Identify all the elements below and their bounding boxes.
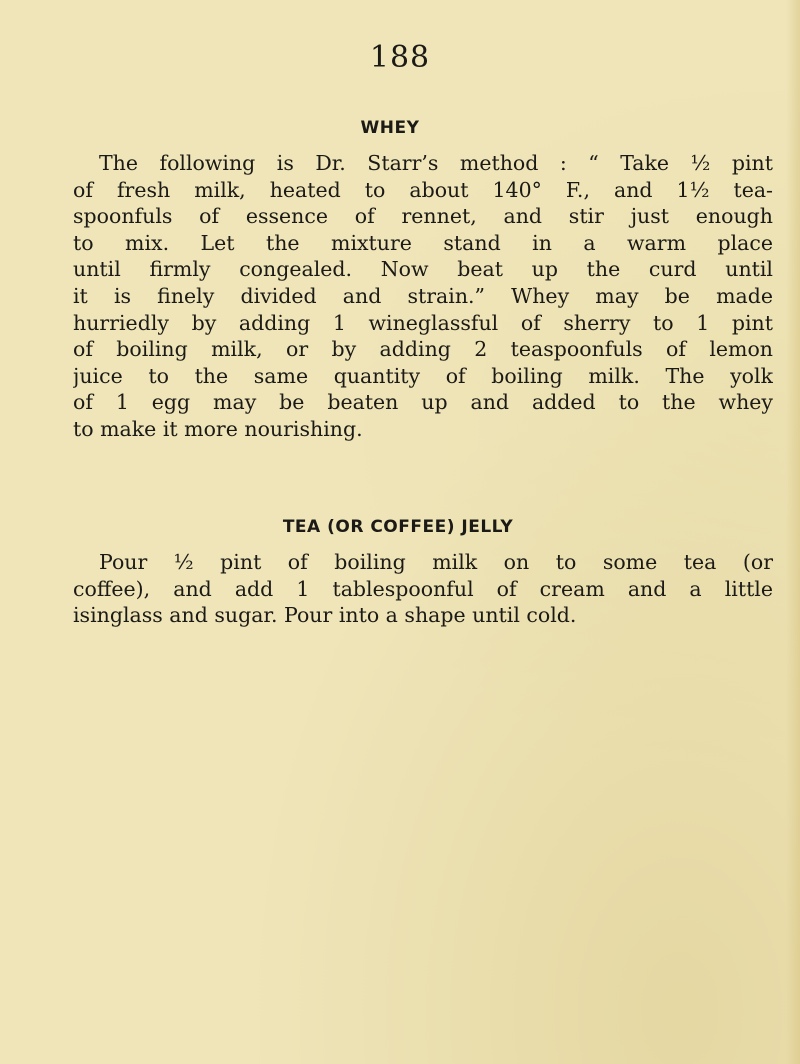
text-line: The following is Dr. Starr’s method : “ Take ½ pint bbox=[99, 151, 773, 175]
section-heading-whey: WHEY bbox=[360, 118, 420, 138]
text-line: isinglass and sugar. Pour into a shape until cold. bbox=[73, 603, 577, 628]
section-heading-tea-jelly: TEA (OR COFFEE) JELLY bbox=[282, 517, 514, 537]
text-line: Pour ½ pint of boiling milk on to some tea (or bbox=[99, 550, 773, 574]
text-line: to make it more nourishing. bbox=[73, 416, 363, 441]
text-line: of boiling milk, or by adding 2 teaspoonfuls of lemon bbox=[73, 337, 773, 362]
text-line: coffee), and add 1 tablespoonful of cream and a little bbox=[73, 576, 773, 601]
text-line: of 1 egg may be beaten up and added to the whey bbox=[73, 390, 773, 415]
text-line: it is finely divided and strain.” Whey may be made bbox=[73, 283, 773, 308]
text-line: until firmly congealed. Now beat up the curd until bbox=[73, 257, 773, 282]
paragraph-whey bbox=[73, 150, 773, 443]
page-number: 188 bbox=[369, 40, 431, 75]
text-line: of fresh milk, heated to about 140° F., and 1½ tea- bbox=[73, 177, 773, 202]
text-line: juice to the same quantity of boiling milk. The yolk bbox=[73, 363, 773, 388]
text-line: hurriedly by adding 1 wineglassful of sherry to 1 pint bbox=[73, 310, 773, 335]
text-line: spoonfuls of essence of rennet, and stir just enough bbox=[73, 204, 773, 229]
text-line: to mix. Let the mixture stand in a warm place bbox=[73, 230, 773, 255]
paragraph-tea-jelly bbox=[73, 549, 773, 629]
